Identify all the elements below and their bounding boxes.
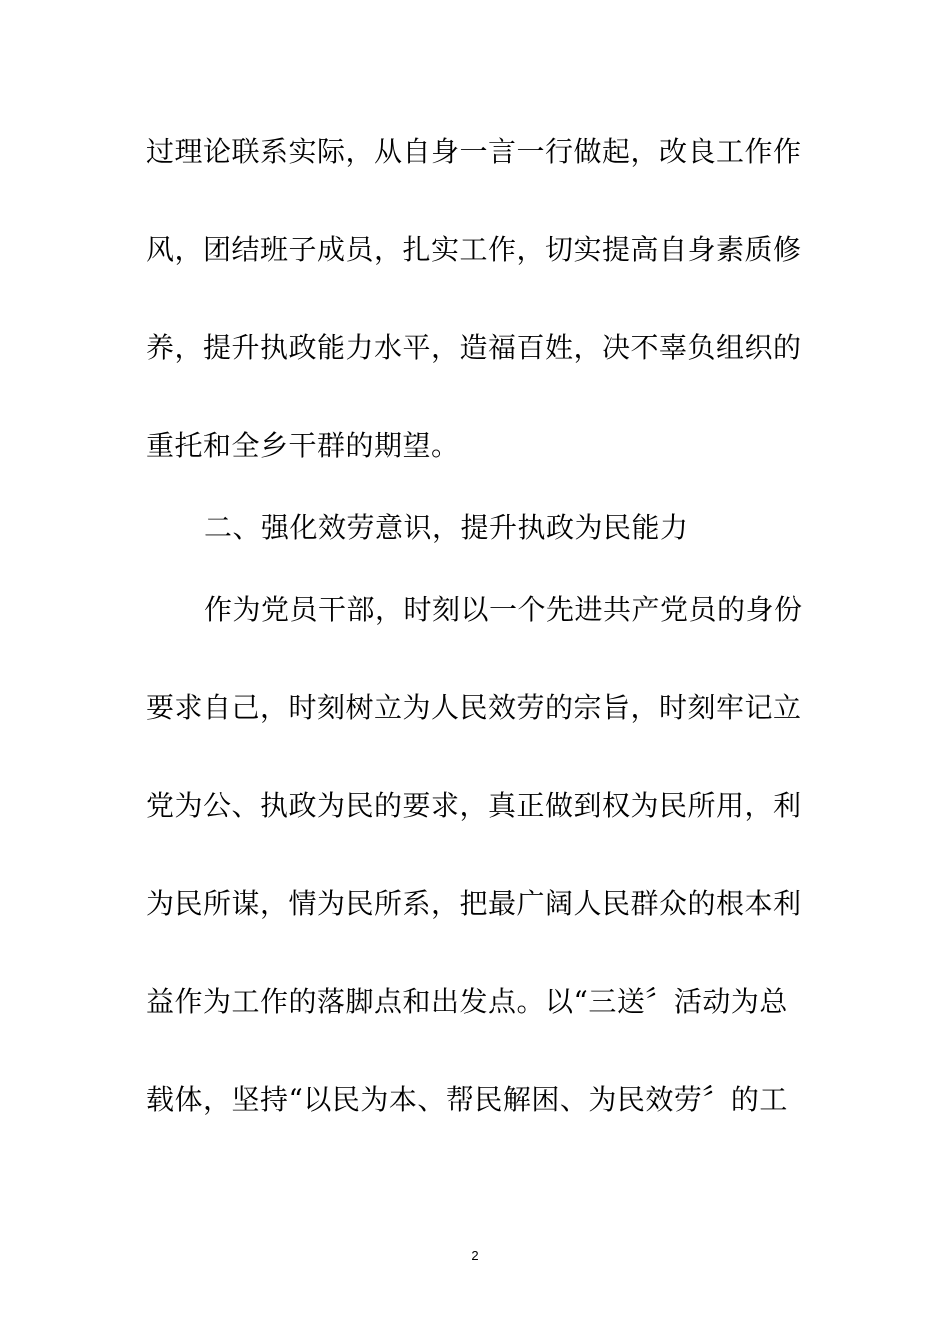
body-text-line: 过理论联系实际，从自身一言一行做起，改良工作作 bbox=[146, 135, 802, 168]
body-text-line: 载体，坚持“以民为本、帮民解困、为民效劳〞的工 bbox=[146, 1083, 788, 1116]
body-text-line: 作为党员干部，时刻以一个先进共产党员的身份 bbox=[204, 593, 803, 626]
body-text-line: 养，提升执政能力水平，造福百姓，决不辜负组织的 bbox=[146, 331, 802, 364]
body-text-line: 党为公、执政为民的要求，真正做到权为民所用，利 bbox=[146, 789, 802, 822]
body-text-line: 风，团结班子成员，扎实工作，切实提高自身素质修 bbox=[146, 233, 802, 266]
page-number: 2 bbox=[471, 1248, 479, 1263]
body-text-line: 要求自己，时刻树立为人民效劳的宗旨，时刻牢记立 bbox=[146, 691, 802, 724]
body-text-line: 益作为工作的落脚点和出发点。以“三送〞活动为总 bbox=[146, 985, 788, 1018]
section-heading: 二、强化效劳意识，提升执政为民能力 bbox=[204, 511, 689, 544]
body-text-line: 为民所谋，情为民所系，把最广阔人民群众的根本利 bbox=[146, 887, 802, 920]
body-text-line: 重托和全乡干群的期望。 bbox=[146, 429, 460, 462]
